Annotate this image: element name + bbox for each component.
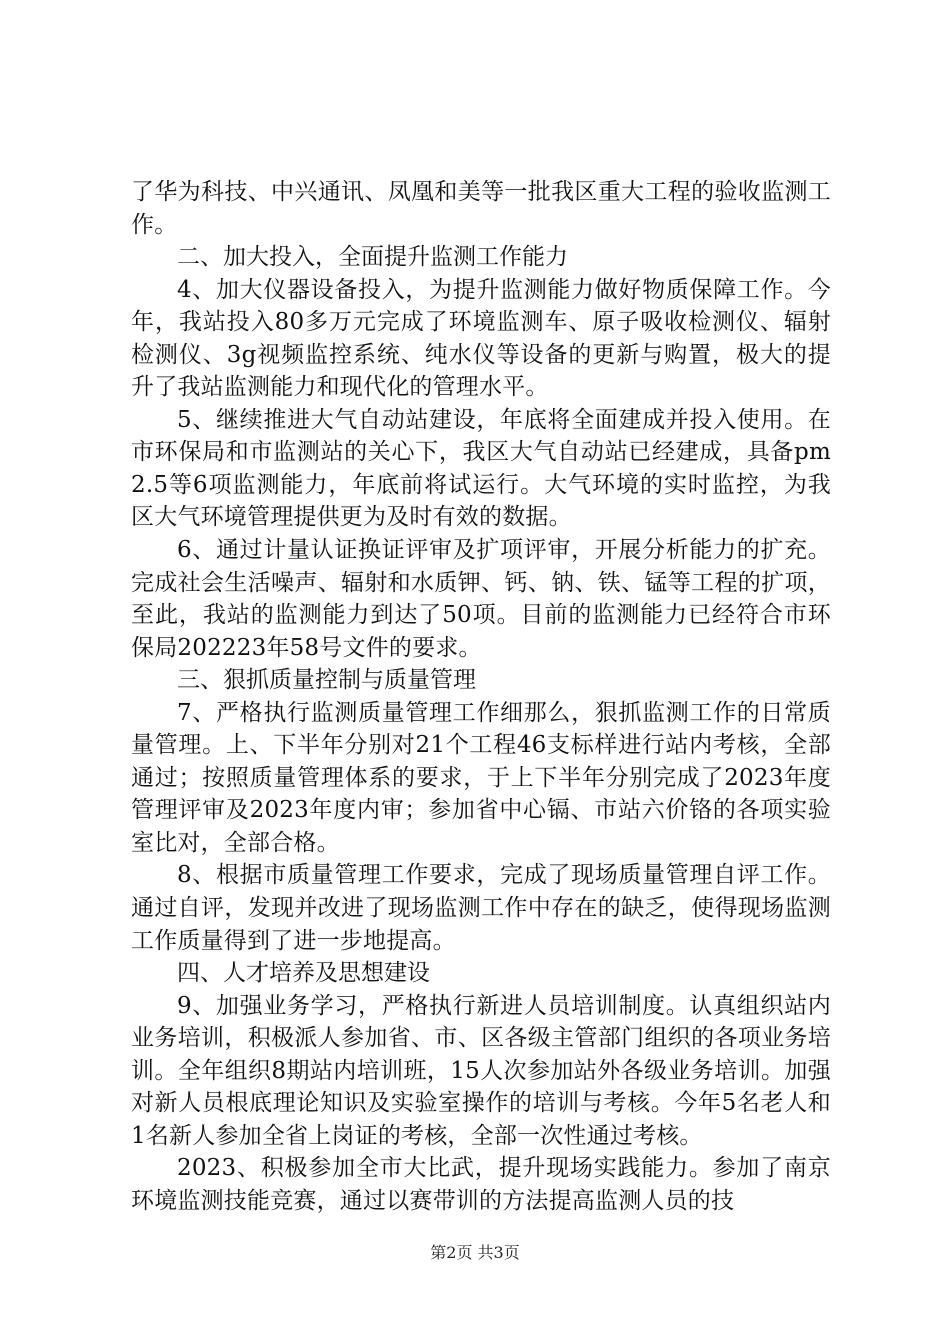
paragraph-item-8: 8、根据市质量管理工作要求，完成了现场质量管理自评工作。通过自评，发现并改进了现场监测工作中存在的缺乏，使得现场监测工作质量得到了进一步地提高。 [131, 862, 831, 954]
paragraph-item-6: 6、通过计量认证换证评审及扩项评审，开展分析能力的扩充。完成社会生活噪声、辐射和水质钾、钙、钠、铁、锰等工程的扩项，至此，我站的监测能力到达了50项。目前的监测能力已经符合市环保局202223年58号文件的要求。 [131, 537, 831, 661]
section-heading-4: 四、人才培养及思想建设 [177, 960, 430, 987]
paragraph-item-10: 2023、积极参加全市大比武，提升现场实践能力。参加了南京环境监测技能竞赛，通过以赛带训的方法提高监测人员的技 [131, 1155, 831, 1214]
paragraph-item-5: 5、继续推进大气自动站建设，年底将全面建成并投入使用。在市环保局和市监测站的关心下，我区大气自动站已经建成，具备pm2.5等6项监测能力，年底前将试运行。大气环境的实时监控，为我区大气环境管理提供更为及时有效的数据。 [131, 406, 831, 531]
page-footer [0, 1243, 950, 1263]
paragraph-continuation: 了华为科技、中兴通讯、凤凰和美等一批我区重大工程的验收监测工作。 [131, 179, 831, 238]
document-body [131, 176, 831, 1218]
paragraph-item-9: 9、加强业务学习，严格执行新进人员培训制度。认真组织站内业务培训，积极派人参加省、市、区各级主管部门组织的各项业务培训。全年组织8期站内培训班，15人次参加站外各级业务培训。加强对新人员根底理论知识及实验室操作的培训与考核。今年5名老人和1名新人参加全省上岗证的考核，全部一次性通过考核。 [131, 992, 831, 1149]
paragraph-item-7: 7、严格执行监测质量管理工作细那么，狠抓监测工作的日常质量管理。上、下半年分别对21个工程46支标样进行站内考核，全部通过；按照质量管理体系的要求，于上下半年分别完成了2023年度管理评审及2023年度内审；参加省中心镉、市站六价铬的各项实验室比对，全部合格。 [131, 699, 831, 856]
page-number-label: 第2页 共3页 [430, 1243, 520, 1262]
section-heading-2: 二、加大投入，全面提升监测工作能力 [177, 244, 568, 271]
section-heading-3: 三、狠抓质量控制与质量管理 [177, 667, 476, 694]
paragraph-item-4: 4、加大仪器设备投入，为提升监测能力做好物质保障工作。今年，我站投入80多万元完成了环境监测车、原子吸收检测仪、辐射检测仪、3g视频监控系统、纯水仪等设备的更新与购置，极大的提升了我站监测能力和现代化的管理水平。 [131, 276, 831, 401]
